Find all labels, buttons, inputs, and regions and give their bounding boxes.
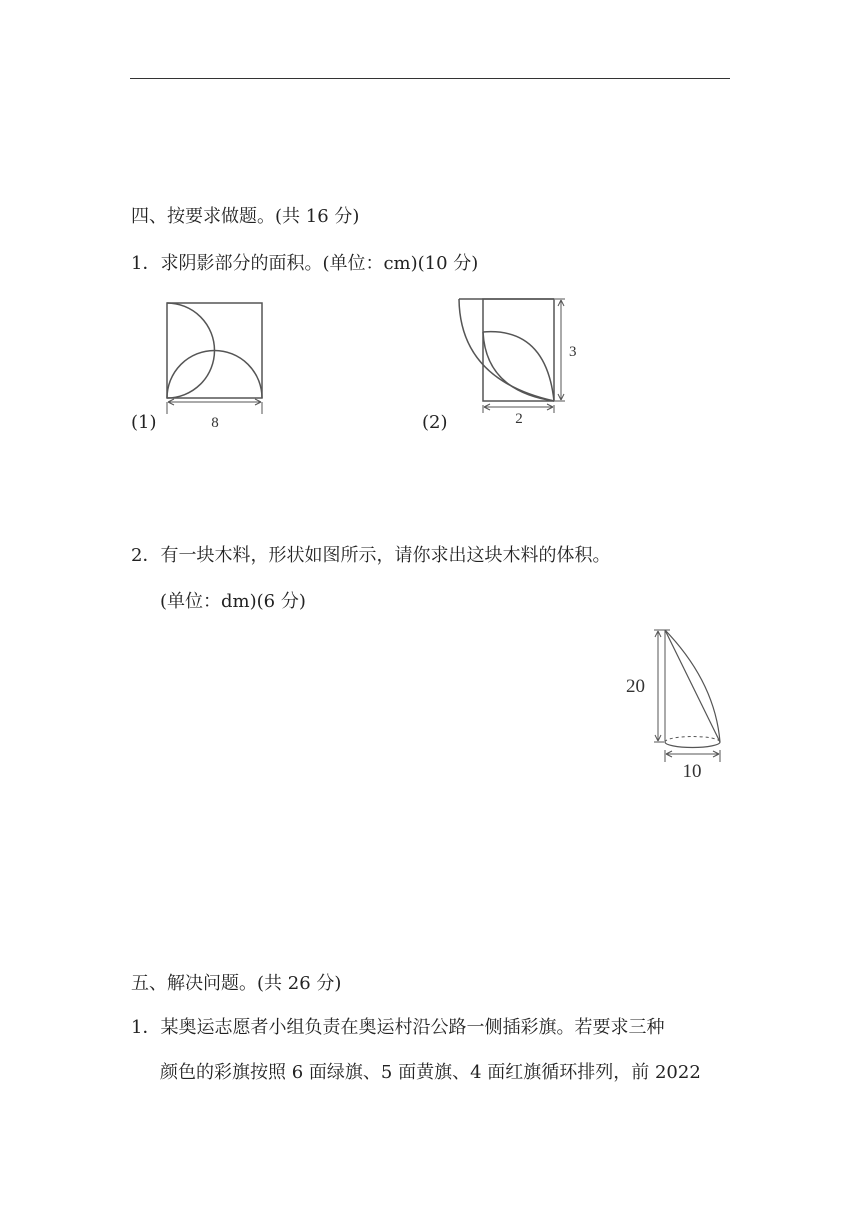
question-4-2-text: 2．有一块木料，形状如图所示，请你求出这块木料的体积。 bbox=[131, 545, 611, 566]
question-5-1-line2: 颜色的彩旗按照 6 面绿旗、5 面黄旗、4 面红旗循环排列，前 2022 bbox=[160, 1062, 701, 1083]
section-4-heading: 四、按要求做题。(共 16 分) bbox=[131, 206, 360, 227]
figure-2-bottom-label: 2 bbox=[515, 411, 523, 427]
question-5-1-line1: 1．某奥运志愿者小组负责在奥运村沿公路一侧插彩旗。若要求三种 bbox=[131, 1017, 665, 1038]
figure-1-dimension-label: 8 bbox=[211, 415, 219, 431]
cone-diameter-label: 10 bbox=[682, 761, 702, 782]
cone-height-label: 20 bbox=[626, 676, 645, 697]
figure-1-tag: (1) bbox=[131, 412, 157, 433]
section-5-heading: 五、解决问题。(共 26 分) bbox=[131, 973, 342, 994]
rectangle-outline bbox=[483, 299, 554, 401]
figure-2-right-label: 3 bbox=[569, 344, 577, 360]
outer-arc bbox=[459, 299, 554, 401]
figure-1-square-arcs bbox=[160, 296, 270, 436]
inner-arc-lower bbox=[483, 332, 554, 401]
figure-2-tag: (2) bbox=[422, 412, 448, 433]
base-ellipse-front bbox=[665, 742, 720, 747]
base-ellipse-back-dashed bbox=[665, 737, 720, 742]
cone-slant-front bbox=[665, 630, 720, 742]
figure-wood-cone bbox=[620, 622, 735, 784]
figure-2-rect-arcs bbox=[452, 292, 592, 432]
question-4-1-text: 1．求阴影部分的面积。(单位：cm)(10 分) bbox=[131, 253, 479, 274]
top-rule bbox=[130, 78, 730, 79]
question-4-2-unit: (单位：dm)(6 分) bbox=[160, 591, 306, 612]
